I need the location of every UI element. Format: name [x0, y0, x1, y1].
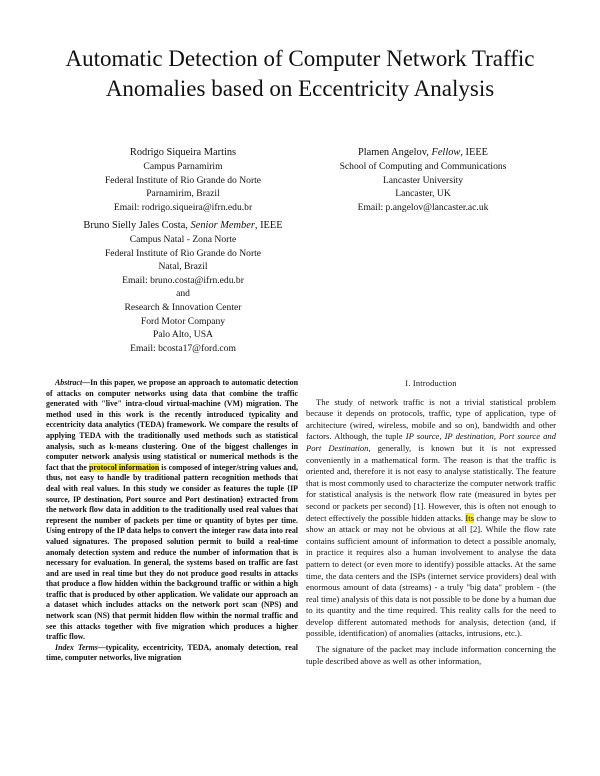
- author-3-name-line: [78, 218, 288, 233]
- intro-p1-text-b: , generally, is known but it is not expressed conveniently in a mathematical form. The reason is that the traffic is oriented and, therefore it is not easy to analyse statistically. The feature that is most commonly used to characterize the computer network traffic for statistical analysis is the network flow rate (measured in bytes per second or packets per second) [1]. However, this is often not enough to detect effectively the possible hidden attacks.: [306, 442, 556, 523]
- author-2-suffix: , IEEE: [460, 147, 489, 158]
- author-1-block: [78, 145, 288, 214]
- author-2-affil-2: Lancaster University: [382, 174, 464, 186]
- author-2-name-line: [318, 145, 528, 160]
- author-3-email-2: Email: bcosta17@ford.com: [130, 342, 236, 354]
- intro-p1-italic-tuple: IP source, IP destination, Port source and Port Destination: [306, 431, 556, 453]
- author-3-affil-5: Ford Motor Company: [140, 315, 226, 327]
- author-1-name: Rodrigo Siqueira Martins: [129, 147, 237, 158]
- author-1-affil-2: Federal Institute of Rio Grande do Norte: [104, 174, 262, 186]
- author-2-block: [318, 145, 528, 214]
- abstract-column: [46, 378, 298, 664]
- author-2-role: Fellow: [431, 147, 461, 158]
- introduction-column: [306, 378, 556, 667]
- intro-paragraph-2: The signature of the packet may include information concerning the tuple described above as well as other information,: [306, 644, 556, 666]
- abstract-text-1: —In this paper, we propose an approach to automatic detection of attacks on computer networks using data that combine the traffic generated with "live" intra-cloud virtual-machine (VM) migration. The method used in this work is the recently introduced typicality and eccentricity data analytics (TEDA) framework. We compare the results of applying TEDA with the traditionally used methods such as statistical analysis, such as k-means clustering. One of the biggest challenges in computer network analysis using statistical or numerical methods is the fact that the: [46, 378, 298, 472]
- paper-title: [40, 44, 560, 104]
- author-3-suffix: , IEEE: [254, 220, 283, 231]
- author-3-and: and: [176, 288, 190, 300]
- title-line-1: Automatic Detection of Computer Network Traffic: [65, 46, 535, 71]
- intro-p1-text-a: The study of network traffic is not a trivial statistical problem because it depends on protocols, traffic, type of application, type of architecture (wired, wireless, mobile and so on), bandwidth and other factors. Although, the tuple: [306, 396, 556, 442]
- author-2-email: Email: p.angelov@lancaster.ac.uk: [357, 201, 489, 213]
- title-line-2: Anomalies based on Eccentricity Analysis: [105, 76, 495, 101]
- intro-p1-text-c: change may be slow to show an attack or may not be obvious at all [2]. While the flow rate contains sufficient amount of information to detect a possible anomaly, in practice it requires also a human involvement to analyse the data pattern to detect (or even more to identify) possible attacks. At the same time, the data centers and the ISPs (internet service providers) deal with enormous amount of data (streams) - a truly "big data" problem - (the real time) analysis of this data is not possible to be done by a human due to its quantity and the time required. This reality calls for the need to develop different automated methods for analysis, detection (and, if possible, identification) of anomalies (attacks, intrusions, etc.).: [306, 512, 556, 639]
- intro-highlight[interactable]: Its: [465, 512, 474, 523]
- author-3-affil-2: Federal Institute of Rio Grande do Norte: [104, 247, 262, 259]
- author-2-affil-1: School of Computing and Communications: [339, 161, 507, 172]
- author-3-block: [78, 218, 288, 355]
- author-1-affil-3: Parnamirim, Brazil: [146, 188, 220, 200]
- intro-paragraph-1: [306, 397, 556, 640]
- author-3-affil-6: Palo Alto, USA: [153, 329, 213, 341]
- section-heading-introduction: I. Introduction: [405, 379, 457, 388]
- abstract-label: Abstract: [55, 378, 83, 387]
- author-2-affil-3: Lancaster, UK: [395, 188, 451, 200]
- abstract-highlight[interactable]: protocol information: [88, 462, 160, 472]
- author-3-name: Bruno Sielly Jales Costa,: [83, 220, 188, 231]
- author-3-affil-3: Natal, Brazil: [158, 261, 208, 273]
- author-1-affil-1: Campus Parnamirim: [143, 161, 223, 172]
- index-terms-label: Index Terms: [55, 642, 98, 652]
- abstract-text-2: is composed of integer/string values and, thus, not easy to handle by traditional pattern recognition methods that deal with real values. In this study we consider as features the tuple {IP source, IP destination, Port source and Port destination} extracted from the network flow data in addition to the traditionally used real values that represent the number of packets per time or quantity of bytes per time. Using entropy of the IP data helps to convert the integer raw data into real valued signatures. The proposed solution permit to build a real-time anomaly detection system and reduce the number of information that is necessary for evaluation. In general, the systems based on traffic are fast and are used in real time but they do not produce good results in attacks that produce a flow hidden within the background traffic or within a high traffic that is produced by other application. We validate our approach an a dataset which includes attacks on the network port scan (NPS) and network scan (NS) that permit hidden flow within the normal traffic and see this attacks together with five migration which produces a higher traffic flow.: [46, 462, 298, 642]
- index-terms-paragraph: [46, 643, 298, 664]
- author-3-affil-1: Campus Natal - Zona Norte: [129, 234, 237, 245]
- author-3-affil-4: Research & Innovation Center: [124, 301, 242, 313]
- author-2-name: Plamen Angelov,: [357, 147, 429, 158]
- abstract-paragraph: [46, 378, 298, 643]
- author-3-email: Email: bruno.costa@ifrn.edu.br: [122, 274, 244, 286]
- index-terms-text: —typicality, eccentricity, TEDA, anomaly detection, real time, computer networks, live migration: [46, 642, 299, 663]
- author-1-email: Email: rodrigo.siqueira@ifrn.edu.br: [113, 201, 253, 213]
- author-3-role: Senior Member: [190, 220, 255, 231]
